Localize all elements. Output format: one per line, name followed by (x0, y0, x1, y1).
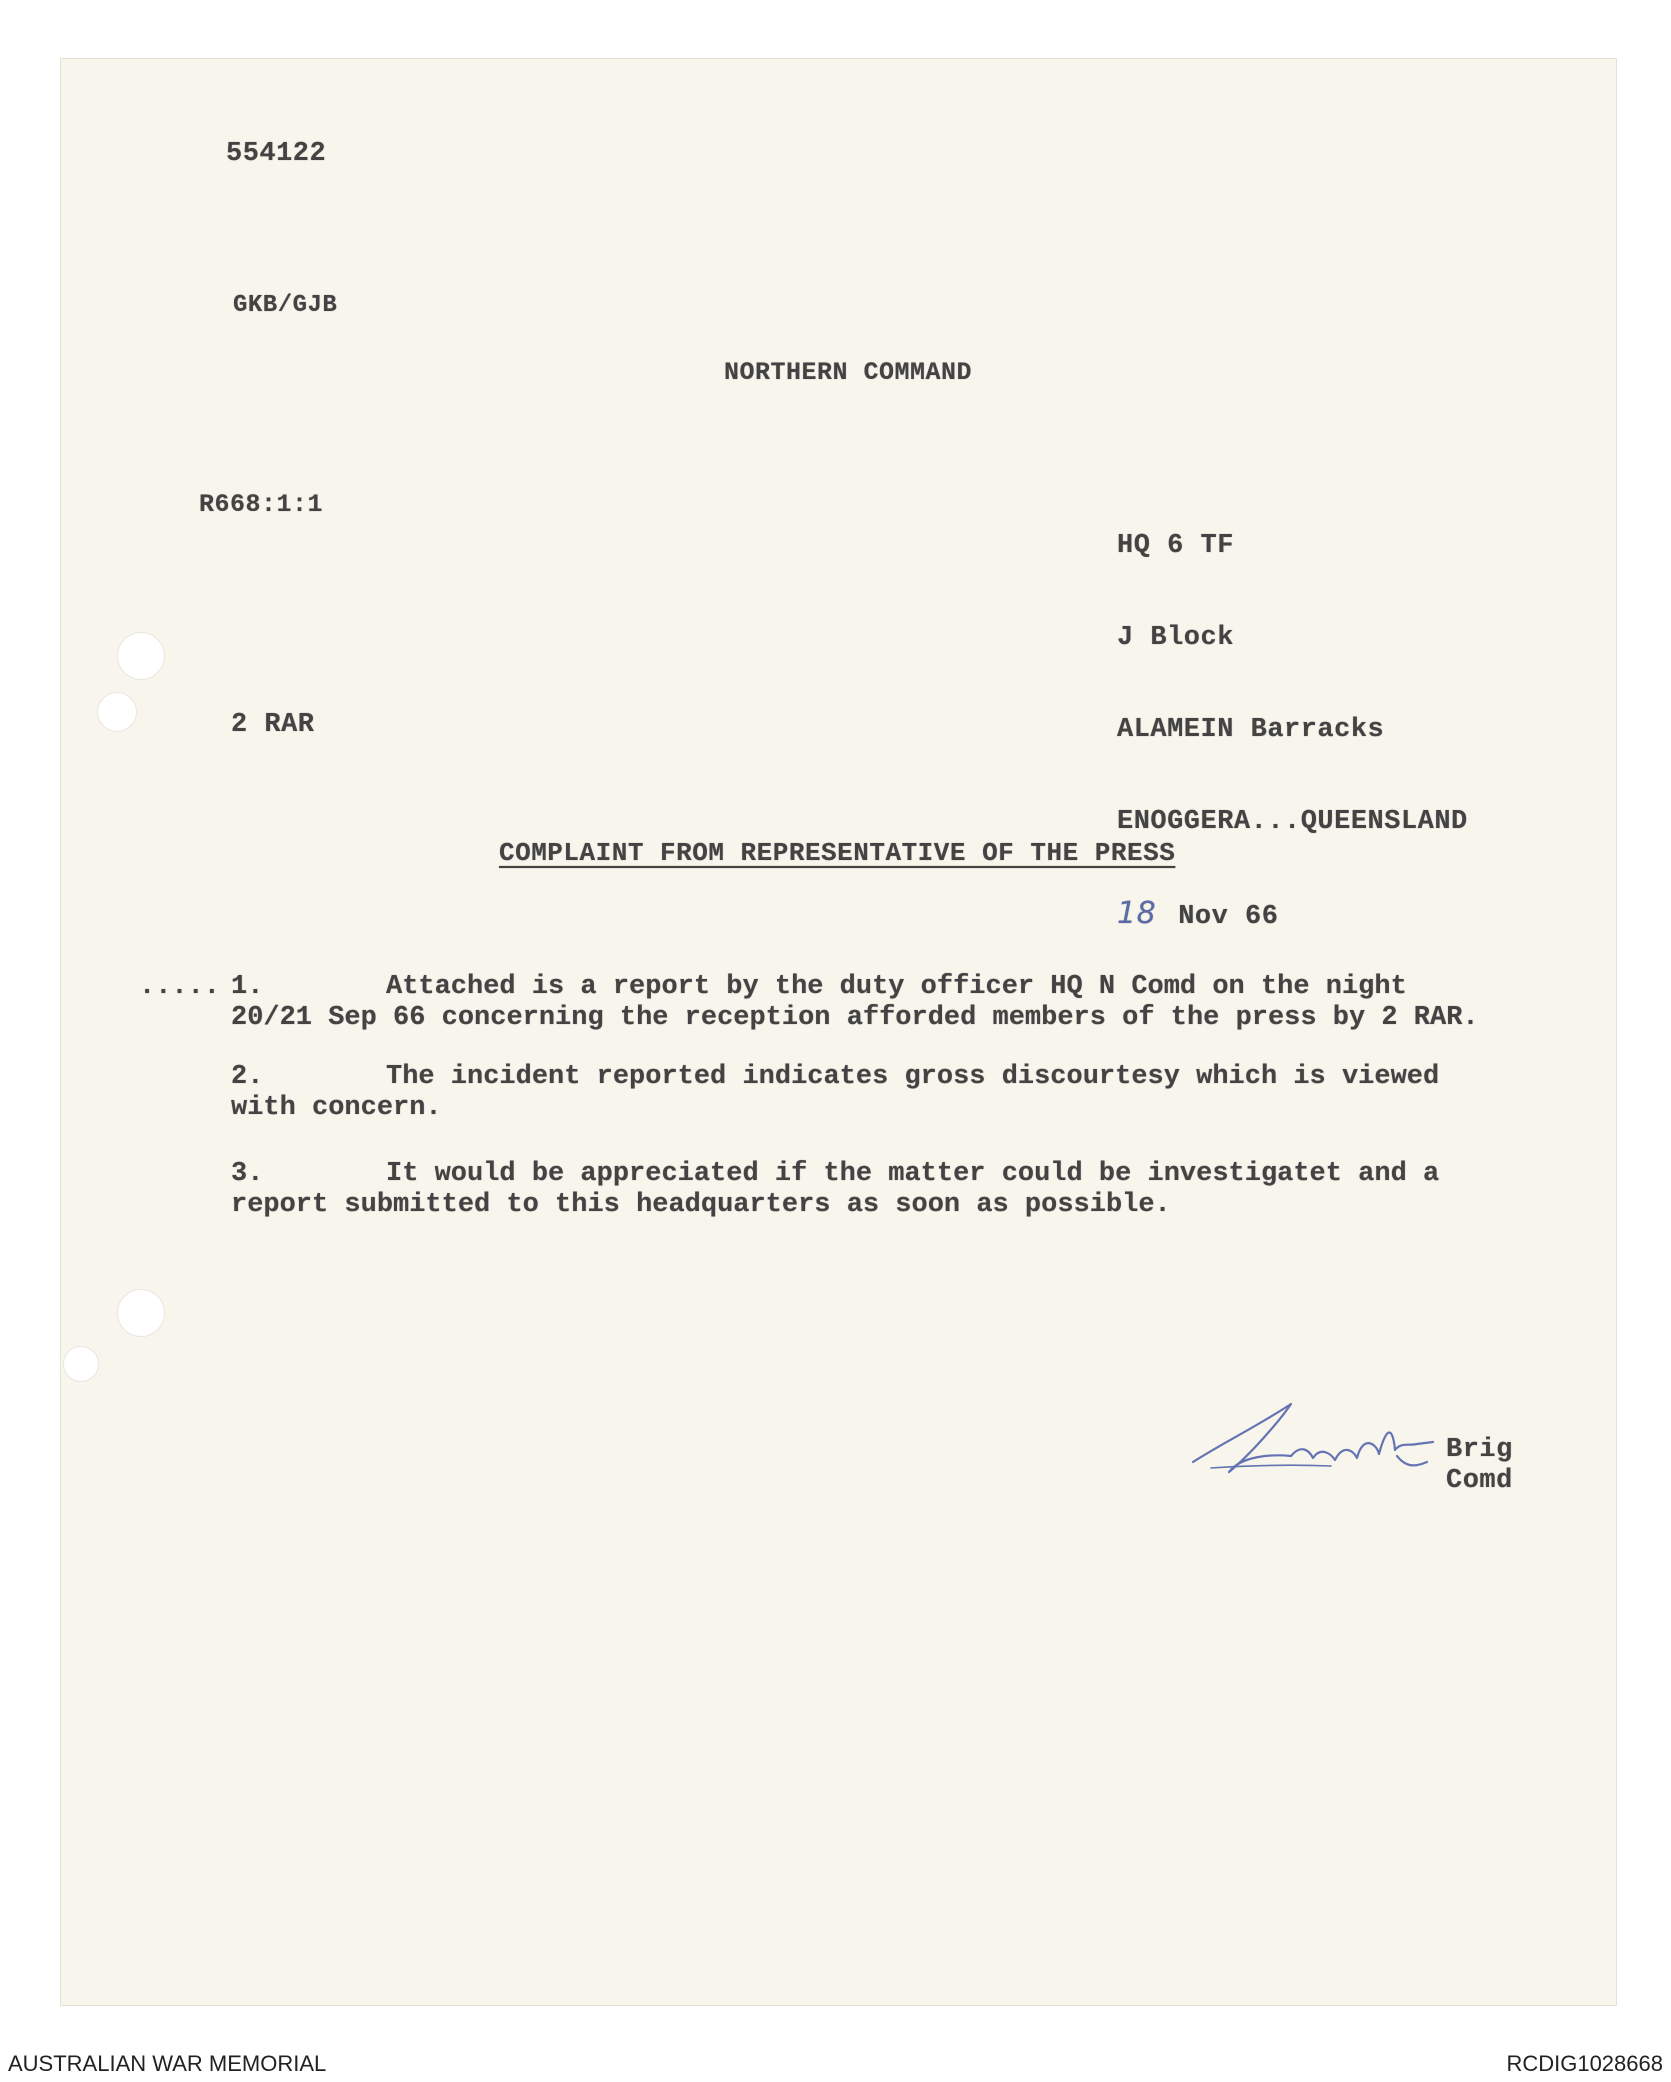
paragraph-3-text-1: It would be appreciated if the matter could be investigatet and a (386, 1159, 1440, 1189)
address-barracks: ALAMEIN Barracks (1117, 715, 1385, 745)
footer-institution: AUSTRALIAN WAR MEMORIAL (8, 2051, 327, 2076)
paragraph-3-line-1 (231, 1159, 1521, 1190)
address-location: ENOGGERA...QUEENSLAND (1117, 807, 1468, 837)
paragraph-3 (231, 1159, 1521, 1221)
command-heading: NORTHERN COMMAND (724, 358, 973, 387)
paragraph-3-number: 3. (231, 1159, 264, 1189)
signature-title: Comd (1446, 1466, 1513, 1496)
paragraph-2-text-1: The incident reported indicates gross discourtesy which is viewed (386, 1062, 1440, 1092)
signature-rank: Brig (1446, 1435, 1513, 1465)
handwritten-date-day: 18 (1117, 896, 1157, 931)
paragraph-1-line-2 (139, 1003, 1529, 1034)
typed-date: Nov 66 (1178, 902, 1279, 932)
paragraph-2-text-2: with concern. (231, 1093, 442, 1123)
paragraph-1-line-1 (139, 972, 1529, 1003)
typist-initials: GKB/GJB (233, 292, 338, 319)
punch-hole-bottom (117, 1289, 165, 1337)
file-reference: R668:1:1 (199, 490, 324, 519)
sender-address (1117, 470, 1468, 993)
subject-heading: COMPLAINT FROM REPRESENTATIVE OF THE PRESS (499, 838, 1176, 868)
paragraph-1 (139, 972, 1529, 1034)
paragraph-1-number: 1. (231, 972, 264, 1002)
punch-hole-top-lower (97, 692, 137, 732)
document-page (60, 58, 1617, 2006)
reference-number: 554122 (226, 139, 327, 169)
handwritten-signature (1181, 1384, 1451, 1504)
recipient: 2 RAR (231, 710, 315, 740)
paragraph-2-line-2 (231, 1093, 1521, 1124)
paragraph-2-number: 2. (231, 1062, 264, 1092)
address-block: J Block (1117, 623, 1234, 653)
punch-hole-top (117, 632, 165, 680)
punch-hole-bottom-lower (63, 1346, 99, 1382)
paragraph-1-text-1: Attached is a report by the duty officer HQ N Comd on the night (386, 972, 1407, 1002)
footer-record-id: RCDIG1028668 (1506, 2051, 1663, 2076)
paragraph-2-line-1 (231, 1062, 1521, 1093)
address-unit: HQ 6 TF (1117, 531, 1234, 561)
paragraph-2 (231, 1062, 1521, 1124)
address-date (1117, 898, 1468, 933)
paragraph-1-marker: ..... (139, 972, 221, 1002)
paragraph-1-text-2: 20/21 Sep 66 concerning the reception afforded members of the press by 2 RAR. (231, 1003, 1479, 1033)
paragraph-3-text-2: report submitted to this headquarters as soon as possible. (231, 1190, 1171, 1220)
paragraph-3-line-2 (231, 1190, 1521, 1221)
